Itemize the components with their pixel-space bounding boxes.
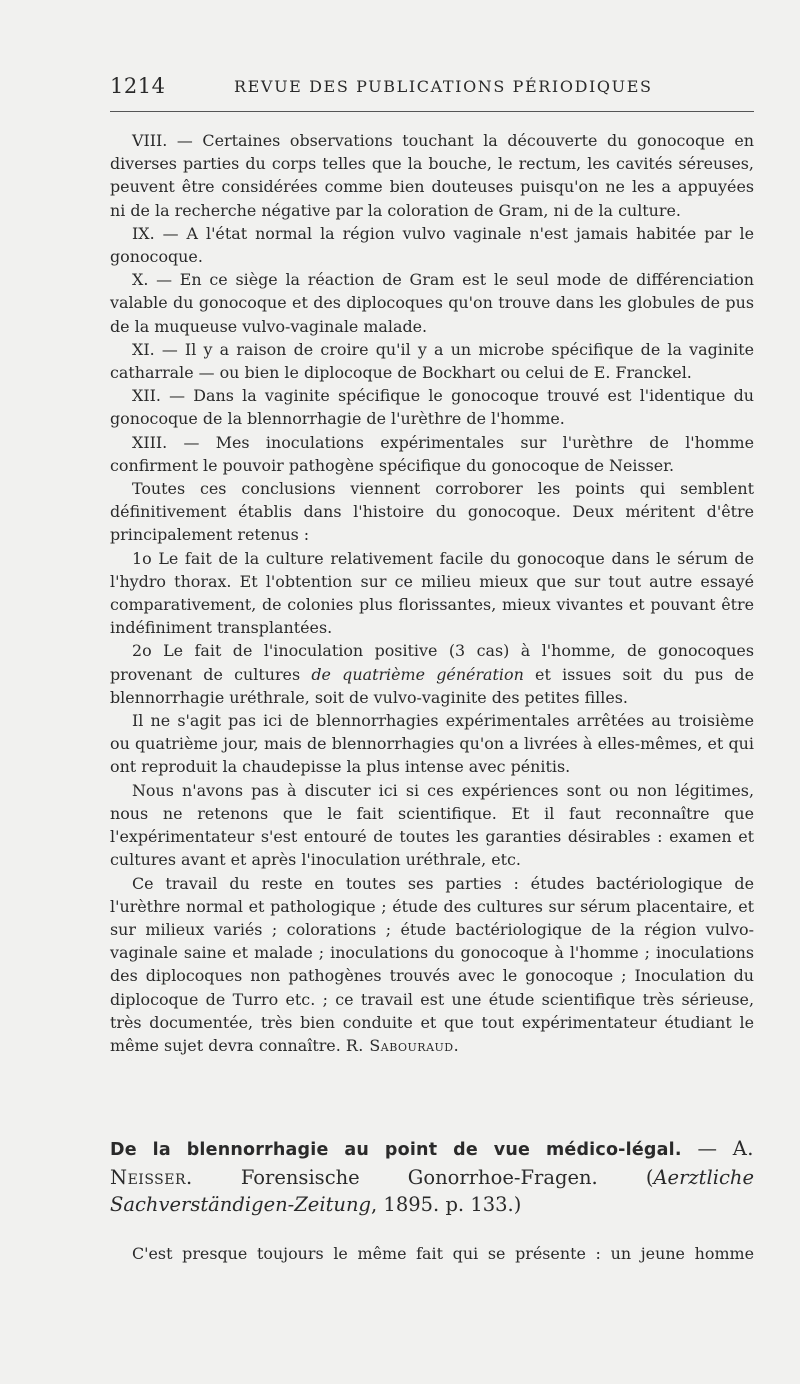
review-author: A. Neisser.	[110, 1137, 754, 1189]
review-subtitle: Forensische Gonorrhoe-Fragen. (	[192, 1166, 654, 1189]
experiments-paragraph: Il ne s'agit pas ici de blennorrhagies expérimentales arrêtées au troisième ou quatrième jour, mais de blennorrhagies qu'on a livrées à elles-mêmes, et qui ont reproduit la chaudepisse la plus intense avec pénitis.	[110, 711, 754, 777]
header-rule	[110, 111, 754, 112]
review-title: De la blennorrhagie au point de vue médico-légal.	[110, 1140, 682, 1160]
point-one: 1o Le fait de la culture relativement facile du gonocoque dans le sérum de l'hydro thorax. Et l'obtention sur ce milieu mieux que sur tout autre essayé comparativement, de colonies plus florissantes, mieux vivantes et pouvant être indéfiniment transplantées.	[110, 548, 754, 638]
closing-text: Ce travail du reste en toutes ses parties : études bactériologique de l'urèthre normal et pathologique ; étude des cultures sur sérum placentaire, et sur milieux variés ; colorations ; étude bactériologique de la région vulvo-vaginale saine et malade ; inoculations du gonocoque à l'homme ; inoculations des diplocoques non pathogènes trouvés avec le gonocoque ; Inoculation du diplocoque de Turro etc. ; ce travail est une étude scientifique très sérieuse, très documentée, très bien conduite et que tout expérimentateur étudiant le même sujet devra connaître.	[110, 873, 754, 1055]
next-paragraph: C'est presque toujours le même fait qui se présente : un jeune homme	[132, 1243, 754, 1263]
conclusion-xiii: XIII. — Mes inoculations expérimentales sur l'urèthre de l'homme confirment le pouvoir pathogène spécifique du gonocoque de Neisser.	[110, 432, 754, 475]
legitimacy-paragraph: Nous n'avons pas à discuter ici si ces expériences sont ou non légitimes, nous ne retenons que le fait scientifique. Et il faut reconnaître que l'expérimentateur s'est entouré de toutes les garanties désirables : examen et cultures avant et après l'inoculation uréthrale, etc.	[110, 780, 754, 870]
reviewer-signature: R. Sabouraud.	[345, 1035, 460, 1055]
conclusion-viii: VIII. — Certaines observations touchant la découverte du gonocoque en diverses parties du corps telles que la bouche, le rectum, les cavités séreuses, peuvent être considérées comme bien douteuses puisqu'on ne les a appuyées ni de la recherche négative par la coloration de Gram, ni de la culture.	[110, 131, 754, 220]
conclusion-x: X. — En ce siège la réaction de Gram est le seul mode de différenciation valable du gonocoque et des diplocoques qu'on trouve dans les globules de pus de la muqueuse vulvo-vaginale malade.	[110, 270, 754, 336]
article-body	[110, 129, 754, 1057]
point-two-text-start: 2o Le fait de l'inoculation positive (3 cas) à l'homme, de gonocoques provenant de cultures	[110, 641, 754, 684]
review-dash: —	[681, 1137, 733, 1160]
point-two-emphasis: de quatrième génération	[311, 664, 524, 684]
page-header	[110, 74, 754, 100]
page-number: 1214	[110, 74, 166, 98]
conclusion-xii: XII. — Dans la vaginite spécifique le gonocoque trouvé est l'identique du gonocoque de la blennorrhagie de l'urèthre de l'homme.	[110, 386, 754, 429]
conclusion-xi: XI. — Il y a raison de croire qu'il y a un microbe spécifique de la vaginite catharrale — ou bien le diplocoque de Bockhart ou celui de E. Franckel.	[110, 339, 754, 383]
point-two	[110, 639, 754, 709]
review-citation: , 1895. p. 133.)	[371, 1193, 522, 1216]
closing-paragraph	[110, 872, 754, 1058]
summary-paragraph: Toutes ces conclusions viennent corroborer les points qui semblent définitivement établis dans l'histoire du gonocoque. Deux méritent d'être principalement retenus :	[110, 479, 754, 545]
review-heading	[110, 1135, 754, 1218]
conclusion-ix: IX. — A l'état normal la région vulvo vaginale n'est jamais habitée par le gonocoque.	[110, 223, 754, 267]
point-two-text-end: et issues soit du pus de blennorrhagie uréthrale, soit de vulvo-vaginite des petites filles.	[110, 664, 755, 707]
running-title: REVUE DES PUBLICATIONS PÉRIODIQUES	[234, 77, 653, 96]
review-journal: Aerztliche Sachverständigen-Zeitung	[110, 1166, 754, 1216]
